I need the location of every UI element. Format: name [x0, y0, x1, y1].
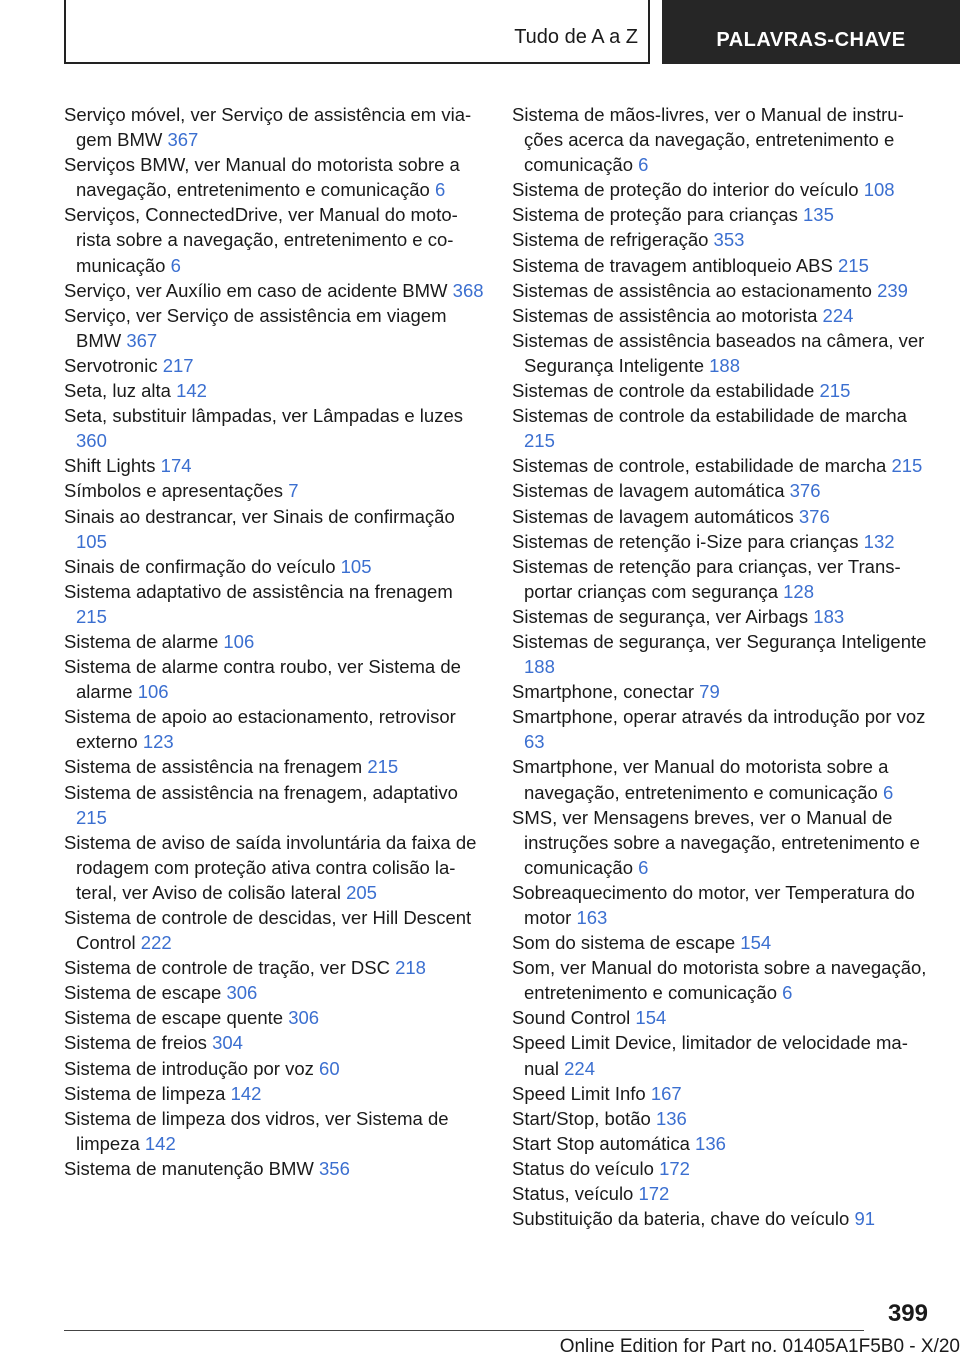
- index-entry: [512, 177, 932, 202]
- index-entry-text: Sistemas de assistência ao estacionamento: [512, 279, 872, 301]
- index-entry: [512, 403, 932, 453]
- index-page-link[interactable]: 6: [782, 982, 793, 1004]
- index-entry: [64, 1156, 484, 1181]
- index-entry: [512, 604, 932, 629]
- index-entry: [512, 227, 932, 252]
- index-entry-text: Status, veículo: [512, 1183, 634, 1205]
- index-entry: [64, 1081, 484, 1106]
- index-page-link[interactable]: 106: [137, 681, 169, 703]
- index-entry-text: Sistema de escape: [64, 982, 222, 1004]
- section-badge: [662, 0, 960, 64]
- index-page-link[interactable]: 353: [713, 229, 745, 251]
- index-entry-text: Serviços, ConnectedDrive, ver Manual do motorista sobre a navegação, entretenimento e comunicação: [64, 204, 458, 276]
- index-entry: [512, 253, 932, 278]
- index-entry: [512, 504, 932, 529]
- index-entry: [64, 554, 484, 579]
- index-entry: [512, 453, 932, 478]
- index-entry: [64, 754, 484, 779]
- index-entry-text: Sistema de aviso de saída involuntária da faixa de rodagem com proteção ativa contra colisão lateral, ver Aviso de colisão lateral: [64, 831, 477, 903]
- index-entry-text: Sistema de proteção do interior do veículo: [512, 179, 859, 201]
- index-page-link[interactable]: 7: [288, 480, 299, 502]
- page-number: 399: [887, 1300, 928, 1327]
- index-entry: [64, 1030, 484, 1055]
- index-entry-text: Símbolos e apresentações: [64, 480, 284, 502]
- index-page-link[interactable]: 105: [340, 555, 372, 577]
- index-page-link[interactable]: 376: [789, 480, 821, 502]
- index-page-link[interactable]: 222: [140, 932, 172, 954]
- index-entry: [512, 679, 932, 704]
- index-entry-text: Sistemas de segurança, ver Airbags: [512, 605, 809, 627]
- index-entry-text: Sistema de freios: [64, 1032, 207, 1054]
- index-entry-text: Sistemas de lavagem automática: [512, 480, 785, 502]
- index-entry: [64, 152, 484, 202]
- index-entry: [64, 1005, 484, 1030]
- index-entry-text: Som do sistema de escape: [512, 932, 736, 954]
- index-page-link[interactable]: 79: [699, 681, 720, 703]
- index-entry: [64, 378, 484, 403]
- header-rule-left: [64, 0, 66, 64]
- index-page-link[interactable]: 224: [822, 304, 854, 326]
- index-page-link[interactable]: 306: [288, 1007, 320, 1029]
- index-entry-text: Servotronic: [64, 354, 158, 376]
- index-entry-text: Sistema de mãos-livres, ver o Manual de instruções acerca da navegação, entretenimento e comunicação: [512, 104, 904, 176]
- index-entry: [64, 980, 484, 1005]
- index-entry-text: Smartphone, conectar: [512, 681, 695, 703]
- index-entry-text: Sistema de refrigeração: [512, 229, 709, 251]
- index-entry-text: Som, ver Manual do motorista sobre a navegação, entretenimento e comunicação: [512, 957, 927, 1004]
- index-page-link[interactable]: 154: [635, 1007, 667, 1029]
- index-entry: [512, 754, 932, 804]
- index-page-link[interactable]: 136: [655, 1107, 687, 1129]
- index-page-link[interactable]: 215: [819, 380, 851, 402]
- index-entry-text: Seta, substituir lâmpadas, ver Lâmpadas e luzes: [64, 405, 463, 427]
- index-page-link[interactable]: 135: [803, 204, 834, 226]
- index-page-link[interactable]: 172: [638, 1183, 670, 1205]
- index-entry-text: Sinais ao destrancar, ver Sinais de confirmação: [64, 505, 455, 527]
- index-page-link[interactable]: 163: [576, 907, 608, 928]
- index-page-link[interactable]: 142: [144, 1132, 176, 1154]
- index-entry-text: Sistemas de assistência baseados na câmera, ver Segurança Inteligente: [512, 329, 925, 376]
- index-entry-text: Speed Limit Info: [512, 1082, 646, 1104]
- index-entry: [64, 905, 484, 955]
- index-entry-text: Sistema de limpeza: [64, 1082, 226, 1104]
- index-page-link[interactable]: 123: [142, 731, 174, 753]
- index-entry: [512, 955, 932, 1005]
- index-entry-text: Smartphone, ver Manual do motorista sobre a navegação, entretenimento e comunicação: [512, 756, 889, 803]
- index-entry-text: Start Stop automática: [512, 1132, 690, 1154]
- index-page-link[interactable]: 239: [877, 279, 908, 301]
- header-rule-divider: [648, 0, 650, 64]
- index-entry: [512, 1106, 932, 1131]
- index-entry: [512, 1030, 932, 1080]
- index-entry: [64, 278, 484, 303]
- index-page-link[interactable]: 174: [160, 455, 192, 477]
- index-entry-text: Sistema de controle de tração, ver DSC: [64, 957, 390, 979]
- index-entry-text: Sistemas de controle da estabilidade de marcha: [512, 405, 907, 427]
- index-page-link[interactable]: 6: [170, 254, 181, 276]
- index-entry-text: Seta, luz alta: [64, 380, 171, 402]
- section-title: Tudo de A a Z: [514, 26, 638, 48]
- index-page-link[interactable]: 105: [76, 530, 107, 552]
- index-entry: [512, 554, 932, 604]
- index-entry: [64, 303, 484, 353]
- index-page-link[interactable]: 142: [176, 380, 207, 402]
- index-entry-text: Sistema de proteção para crianças: [512, 204, 798, 226]
- index-entry-text: Start/Stop, botão: [512, 1107, 651, 1129]
- index-entry-text: Sistema de travagem antibloqueio ABS: [512, 254, 833, 276]
- footer-rule: [64, 1330, 864, 1331]
- index-page-link[interactable]: 142: [230, 1082, 262, 1104]
- index-page-link[interactable]: 63: [524, 731, 545, 753]
- index-entry-text: Sistemas de segurança, ver Segurança Inteligente: [512, 630, 927, 652]
- index-page-link[interactable]: 368: [452, 279, 484, 301]
- index-entry-text: Speed Limit Device, limitador de velocidade manual: [512, 1032, 908, 1079]
- index-page-link[interactable]: 215: [76, 806, 107, 828]
- index-entry: [512, 328, 932, 378]
- index-entry: [512, 880, 932, 930]
- index-entry-text: Sistemas de retenção para crianças, ver Transportar crianças com segurança: [512, 555, 901, 602]
- index-entry: [512, 1181, 932, 1206]
- index-page-link[interactable]: 6: [882, 781, 894, 803]
- index-entry-text: Sistema de assistência na frenagem: [64, 756, 363, 778]
- index-entry: [512, 278, 932, 303]
- index-entry-text: Sistema de alarme contra roubo, ver Sistema de alarme: [64, 656, 461, 703]
- index-entry: [512, 378, 932, 403]
- index-entry: [64, 202, 484, 277]
- index-entry: [64, 504, 484, 554]
- index-entry-text: Serviço móvel, ver Serviço de assistência em viagem BMW: [64, 104, 472, 151]
- index-page-link[interactable]: 224: [564, 1057, 595, 1079]
- index-entry-text: Shift Lights: [64, 455, 156, 477]
- index-entry-text: Sistema de alarme: [64, 630, 219, 652]
- section-badge-label: PALAVRAS-CHAVE: [716, 29, 906, 51]
- index-entry: [64, 353, 484, 378]
- index-entry: [64, 704, 484, 754]
- index-page-link[interactable]: 6: [434, 179, 446, 201]
- index-entry-text: Sistemas de assistência ao motorista: [512, 304, 818, 326]
- index-entry-text: Serviço, ver Auxílio em caso de acidente BMW: [64, 279, 448, 301]
- index-entry-text: SMS, ver Mensagens breves, ver o Manual de instruções sobre a navegação, entretenimento e comunicação: [512, 806, 920, 878]
- index-entry: [512, 1156, 932, 1181]
- index-entry-text: Substituição da bateria, chave do veículo: [512, 1208, 850, 1230]
- index-entry-text: Sistema de limpeza dos vidros, ver Sistema de limpeza: [64, 1107, 449, 1154]
- index-page-link[interactable]: 188: [709, 354, 741, 376]
- index-page-link[interactable]: 215: [891, 455, 923, 477]
- index-page-link[interactable]: 217: [162, 354, 194, 376]
- index-page-link[interactable]: 60: [319, 1057, 340, 1079]
- index-entry: [512, 303, 932, 328]
- index-entry-text: Sistemas de controle da estabilidade: [512, 380, 815, 402]
- index-page-link[interactable]: 108: [863, 179, 895, 201]
- index-page-link[interactable]: 376: [798, 505, 830, 527]
- index-page-link[interactable]: 367: [126, 329, 158, 351]
- index-entry-text: Sinais de confirmação do veículo: [64, 555, 336, 577]
- index-page-link[interactable]: 215: [367, 756, 399, 778]
- index-page-link[interactable]: 136: [695, 1132, 726, 1154]
- index-entry-text: Smartphone, operar através da introdução por voz: [512, 706, 926, 728]
- index-page-link[interactable]: 218: [395, 957, 426, 979]
- index-page-link[interactable]: 360: [76, 430, 107, 452]
- header-rule-bottom: [64, 62, 650, 64]
- index-page-link[interactable]: 215: [838, 254, 869, 276]
- index-page-link[interactable]: 183: [813, 605, 845, 627]
- index-page-link[interactable]: 188: [524, 656, 555, 678]
- index-page-link[interactable]: 367: [167, 129, 199, 151]
- index-entry: [64, 102, 484, 152]
- index-column-left: [64, 102, 484, 1181]
- index-entry: [64, 453, 484, 478]
- index-entry-text: Sistemas de lavagem automáticos: [512, 505, 794, 527]
- index-entry-text: Sistema de escape quente: [64, 1007, 284, 1029]
- index-page-link[interactable]: 306: [226, 982, 258, 1004]
- index-page-link[interactable]: 6: [638, 856, 649, 878]
- index-entry-text: Serviço, ver Serviço de assistência em viagem BMW: [64, 304, 447, 351]
- index-entry: [512, 1081, 932, 1106]
- index-page-link[interactable]: 215: [76, 605, 107, 627]
- index-entry-text: Sistema de manutenção BMW: [64, 1157, 314, 1179]
- index-page-link[interactable]: 215: [524, 430, 555, 452]
- index-entry-text: Sobreaquecimento do motor, ver Temperatura do motor: [512, 881, 915, 928]
- index-entry: [512, 930, 932, 955]
- index-entry: [64, 654, 484, 704]
- index-entry: [512, 529, 932, 554]
- index-entry: [64, 478, 484, 503]
- index-page-link[interactable]: 356: [319, 1157, 350, 1179]
- index-entry: [512, 805, 932, 880]
- index-entry: [64, 1106, 484, 1156]
- index-entry: [512, 629, 932, 679]
- index-page-link[interactable]: 205: [346, 881, 377, 903]
- index-entry-text: Sistema de controle de descidas, ver Hill Descent Control: [64, 907, 472, 954]
- index-page-link[interactable]: 172: [659, 1157, 690, 1179]
- index-entry-text: Sistemas de controle, estabilidade de marcha: [512, 455, 887, 477]
- index-entry: [64, 780, 484, 830]
- index-entry: [512, 202, 932, 227]
- index-entry-text: Sistema adaptativo de assistência na frenagem: [64, 580, 453, 602]
- index-entry: [512, 478, 932, 503]
- index-entry: [64, 955, 484, 980]
- index-entry-text: Sistema de introdução por voz: [64, 1057, 314, 1079]
- index-entry: [64, 1056, 484, 1081]
- index-page-link[interactable]: 6: [638, 154, 649, 176]
- index-page-link[interactable]: 128: [783, 580, 814, 602]
- index-entry-text: Sistema de assistência na frenagem, adaptativo: [64, 781, 458, 803]
- index-entry-text: Serviços BMW, ver Manual do motorista sobre a navegação, entretenimento e comunicação: [64, 154, 460, 201]
- index-entry: [512, 102, 932, 177]
- index-entry: [512, 1131, 932, 1156]
- index-entry-text: Sistemas de retenção i-Size para crianças: [512, 530, 859, 552]
- index-column-right: [512, 102, 932, 1231]
- index-entry: [512, 704, 932, 754]
- index-entry: [64, 629, 484, 654]
- index-entry: [64, 579, 484, 629]
- footer-edition-text: Online Edition for Part no. 01405A1F5B0 - X/20: [559, 1336, 960, 1357]
- index-entry-text: Sistema de apoio ao estacionamento, retrovisor externo: [64, 706, 456, 753]
- index-entry: [64, 830, 484, 905]
- index-page-link[interactable]: 304: [212, 1032, 243, 1054]
- index-entry: [64, 403, 484, 453]
- index-entry: [512, 1206, 932, 1231]
- index-page-link[interactable]: 154: [740, 932, 772, 954]
- index-page-link[interactable]: 167: [650, 1082, 682, 1104]
- index-entry: [512, 1005, 932, 1030]
- index-entry-text: Status do veículo: [512, 1157, 654, 1179]
- index-page-link[interactable]: 106: [223, 630, 255, 652]
- index-page-link[interactable]: 132: [863, 530, 895, 552]
- index-page-link[interactable]: 91: [854, 1208, 876, 1230]
- index-entry-text: Sound Control: [512, 1007, 631, 1029]
